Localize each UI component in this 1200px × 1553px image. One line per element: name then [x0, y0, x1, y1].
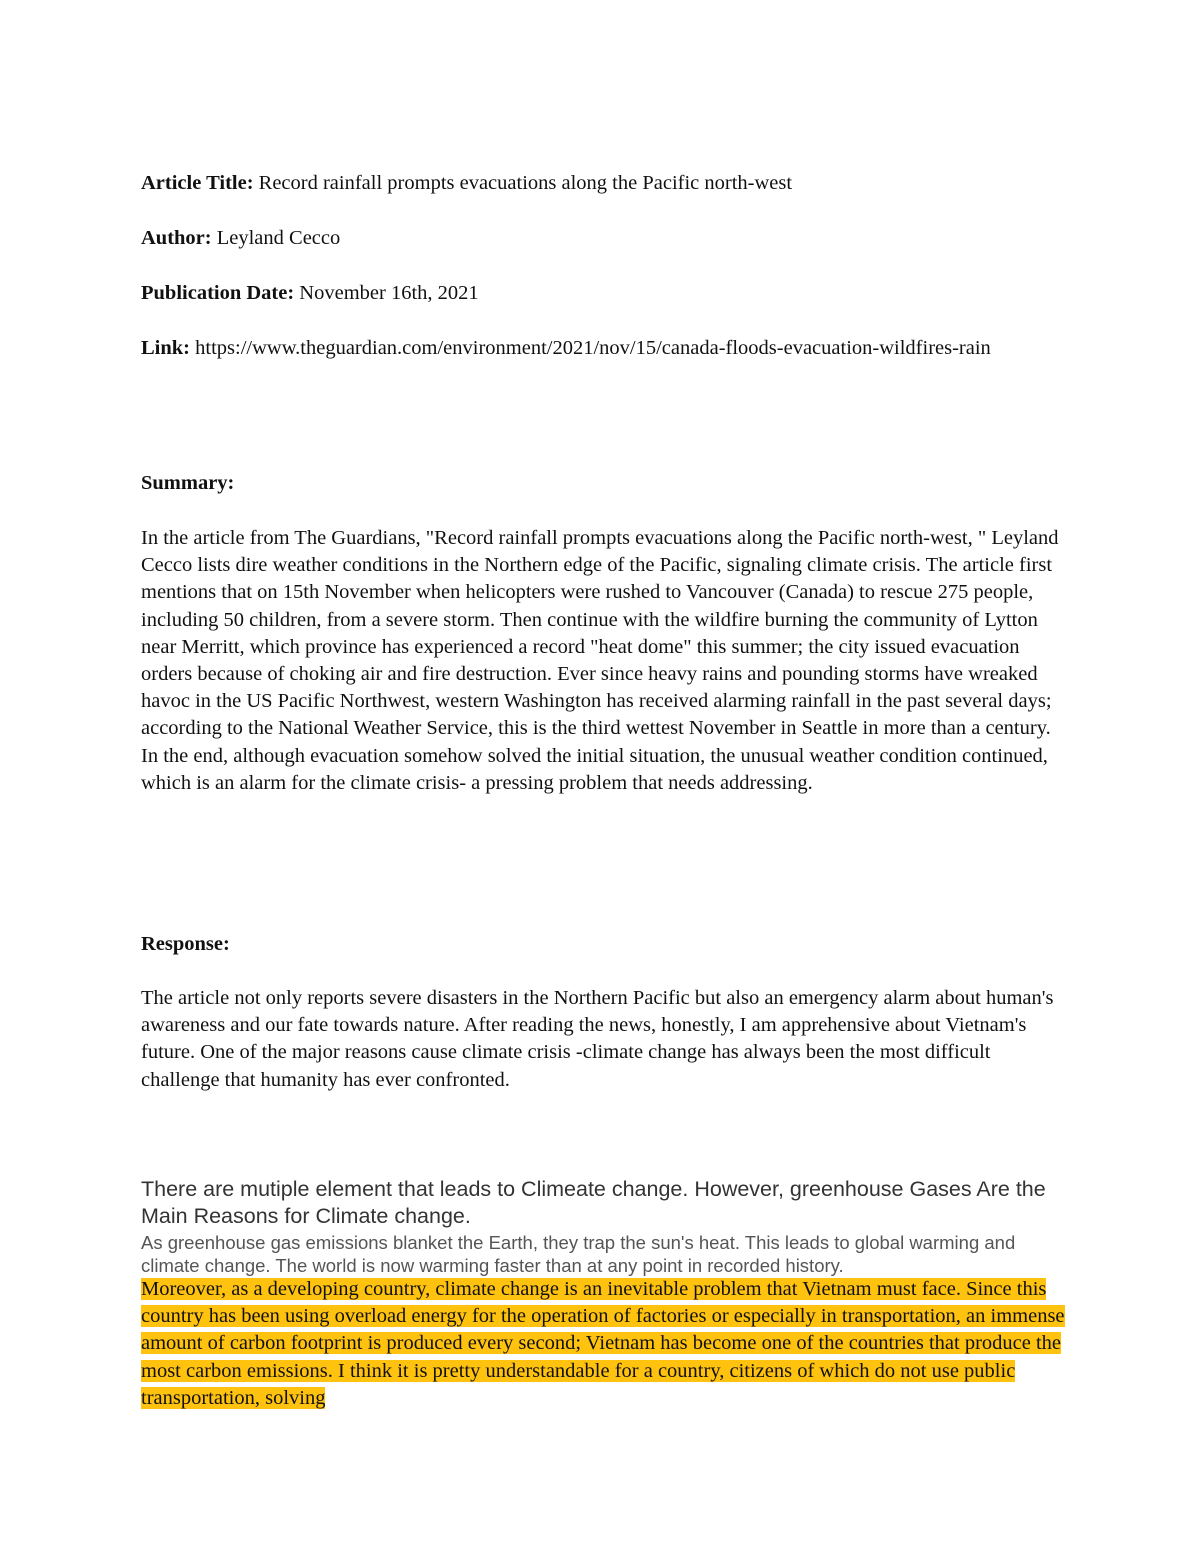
response-heading: Response: [141, 933, 230, 955]
summary-paragraph: In the article from The Guardians, "Record rainfall prompts evacuations along the Pacific north-west, " Leyland Cecco lists dire weather conditions in the Northern edge of the Pacific, signaling climate crisis. The article first mentions that on 15th November when helicopters were rushed to Vancouver (Canada) to rescue 275 people, including 50 children, from a severe storm. Then continue with the wildfire burning the community of Lytton near Merritt, which province has experienced a record "heat dome" this summer; the city issued evacuation orders because of choking air and fire destruction. Ever since heavy rains and pounding storms have wreaked havoc in the US Pacific Northwest, western Washington has received alarming rainfall in the past several days; according to the National Weather Service, this is the third wettest November in Seattle in more than a century. In the end, although evacuation somehow solved the initial situation, the unusual weather condition continued, which is an alarm for the climate crisis- a pressing problem that needs addressing. [141, 527, 1059, 794]
response-paragraph: The article not only reports severe disasters in the Northern Pacific but also an emergency alarm about human's awareness and our fate towards nature. After reading the news, honestly, I am apprehensive about Vietnam's future. One of the major reasons cause climate crisis -climate change has always been the most difficult challenge that humanity has ever confronted. [141, 987, 1054, 1091]
publication-date-line [141, 280, 479, 307]
greenhouse-detail-text: As greenhouse gas emissions blanket the Earth, they trap the sun's heat. This leads to global warming and climate change. The world is now warming faster than at any point in recorded history. [141, 1232, 1016, 1276]
author-label: Author: [141, 227, 212, 249]
link-line [141, 335, 1041, 362]
highlighted-text: Moreover, as a developing country, climate change is an inevitable problem that Vietnam must face. Since this country has been using overload energy for the operation of factories or especially in transportation, an immense amount of carbon footprint is produced every second; Vietnam has become one of the countries that produce the most carbon emissions. I think it is pretty understandable for a country, citizens of which do not use public transportation, solving [141, 1278, 1065, 1409]
publication-date-label: Publication Date: [141, 282, 295, 304]
article-title-label: Article Title: [141, 172, 254, 194]
greenhouse-intro-text: There are mutiple element that leads to Climeate change. However, greenhouse Gases Are the Main Reasons for Climate change. [141, 1177, 1046, 1228]
summary-heading: Summary: [141, 472, 235, 494]
link-value[interactable]: https://www.theguardian.com/environment/2021/nov/15/canada-floods-evacuation-wildfires-rain [190, 337, 991, 359]
publication-date-value: November 16th, 2021 [294, 282, 479, 304]
link-label: Link: [141, 337, 190, 359]
article-title-line [141, 170, 792, 197]
highlighted-paragraph [141, 1276, 1066, 1412]
author-line [141, 225, 340, 252]
article-title-value: Record rainfall prompts evacuations along the Pacific north-west [253, 172, 793, 194]
author-value: Leyland Cecco [211, 227, 341, 249]
